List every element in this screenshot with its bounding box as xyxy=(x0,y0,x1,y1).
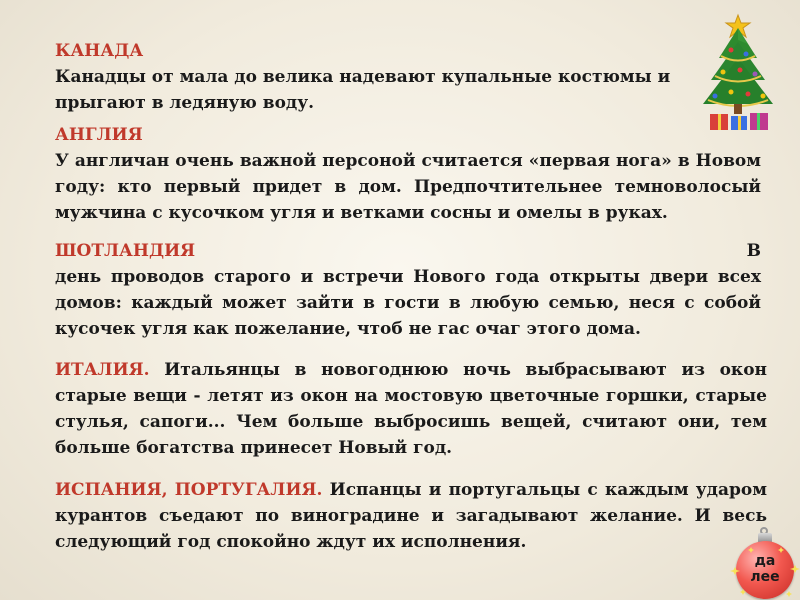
section-heading-row xyxy=(55,238,761,264)
section-text-line: Канадцы от мала до велика надевают купальные костюмы и xyxy=(55,67,671,87)
christmas-tree-icon xyxy=(693,10,783,135)
section-canada xyxy=(55,38,695,116)
section-text: Испанцы и португальцы с каждым ударом курантов съедают по виноградине и загадывают желание. И весь следующий год спокойно ждут их исполнения. xyxy=(55,480,768,552)
section-spain xyxy=(55,477,767,555)
section-england xyxy=(55,122,761,226)
section-scotland xyxy=(55,238,761,342)
section-text: день проводов старого и встречи Нового года открыты двери всех домов: каждый может зайти в гости в любую семью, неся с собой кусочек угля как пожелание, чтоб не гас очаг этого дома. xyxy=(55,267,761,339)
next-button-label xyxy=(736,553,794,585)
section-text: Итальянцы в новогоднюю ночь выбрасывают из окон старые вещи - летят из окон на мостовую цветочные горшки, старые стулья, сапоги... Чем больше выбросишь вещей, считают они, тем больше богатства принесет Новый год. xyxy=(55,360,767,458)
section-first-word: В xyxy=(746,241,761,261)
section-text: У англичан очень важной персоной считается «первая нога» в Новом году: кто первый придет в дом. Предпочтительнее темноволосый мужчина с кусочком угля и ветками сосны и омелы в руках. xyxy=(55,151,761,223)
next-button[interactable] xyxy=(729,527,800,600)
country-heading: АНГЛИЯ xyxy=(55,125,143,145)
section-text-line: прыгают в ледяную воду. xyxy=(55,93,315,113)
section-italy xyxy=(55,357,767,461)
country-heading: ШОТЛАНДИЯ xyxy=(55,241,196,261)
country-heading: КАНАДА xyxy=(55,41,144,61)
next-label-line: лее xyxy=(750,569,780,585)
country-heading: ИСПАНИЯ, ПОРТУГАЛИЯ. xyxy=(55,480,323,500)
country-heading: ИТАЛИЯ. xyxy=(55,360,150,380)
next-label-line: да xyxy=(754,553,776,569)
